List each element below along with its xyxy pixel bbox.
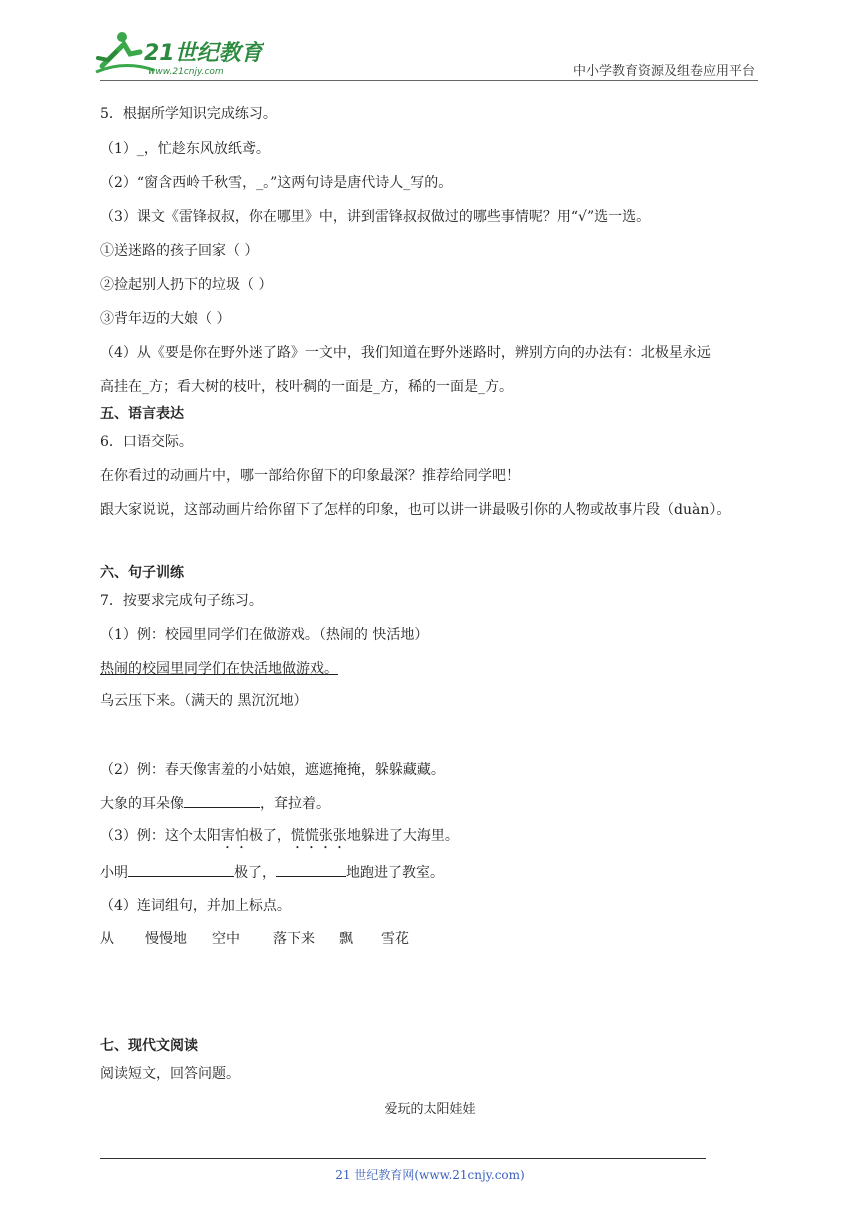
q7-s3-task-b: 极了， bbox=[234, 865, 276, 881]
q7-s3-task bbox=[100, 862, 444, 883]
footer-text[interactable]: 21 世纪教育网(www.21cnjy.com) bbox=[335, 1168, 525, 1182]
q6-line1: 在你看过的动画片中，哪一部给你留下的印象最深？推荐给同学吧！ bbox=[100, 468, 520, 484]
story-title: 爱玩的太阳娃娃 bbox=[384, 1102, 476, 1117]
q7-s1-task: 乌云压下来。（满天的 黑沉沉地） bbox=[100, 693, 308, 709]
q5-part4-line2: 高挂在_方；看大树的枝叶，枝叶稠的一面是_方，稀的一面是_方。 bbox=[100, 379, 513, 395]
svg-text:21世纪教育: 21世纪教育 bbox=[144, 41, 263, 66]
q6-title: 6．口语交际。 bbox=[100, 434, 193, 450]
q7-s1-answer: 热闹的校园里同学们在快活地做游戏。 bbox=[100, 661, 338, 677]
q7-title: 7．按要求完成句子练习。 bbox=[100, 593, 263, 609]
q7-s3-task-a: 小明 bbox=[100, 865, 128, 881]
reading-instruction: 阅读短文，回答问题。 bbox=[100, 1066, 240, 1082]
q7-s2-task-end: ，耷拉着。 bbox=[260, 796, 330, 812]
q7-s3-mid: 极了， bbox=[248, 828, 291, 844]
word-item: 从 bbox=[100, 931, 114, 947]
q5-part4-line1: （4）从《要是你在野外迷了路》一文中，我们知道在野外迷路时，辨别方向的办法有：北极星永远 bbox=[100, 345, 711, 361]
word-item: 空中 bbox=[212, 931, 240, 947]
q7-s3-prefix: （3）例：这个太阳 bbox=[100, 828, 221, 844]
header-divider bbox=[100, 80, 758, 81]
platform-name: 中小学教育资源及组卷应用平台 bbox=[572, 64, 755, 79]
q6-line2: 跟大家说说，这部动画片给你留下了怎样的印象，也可以讲一讲最吸引你的人物或故事片段（duàn）。 bbox=[100, 502, 731, 518]
answer-blank[interactable] bbox=[128, 862, 234, 877]
q7-s2-task bbox=[100, 793, 330, 814]
q7-s1-example: （1）例：校园里同学们在做游戏。（热闹的 快活地） bbox=[100, 627, 429, 643]
section-6-heading: 六、句子训练 bbox=[100, 565, 184, 581]
q7-s4-title: （4）连词组句，并加上标点。 bbox=[100, 898, 291, 914]
site-logo bbox=[94, 30, 264, 78]
svg-text:www.21cnjy.com: www.21cnjy.com bbox=[148, 67, 224, 77]
page-header bbox=[0, 0, 860, 90]
word-item: 飘 bbox=[339, 931, 353, 947]
q7-s3-emphasis2: 慌慌张张 bbox=[290, 828, 347, 844]
q7-s4-words bbox=[100, 929, 409, 949]
q7-s3-example bbox=[100, 826, 459, 852]
q7-s2-task-start: 大象的耳朵像 bbox=[100, 796, 184, 812]
q7-s3-emphasis1: 害怕 bbox=[220, 828, 249, 844]
word-item: 落下来 bbox=[273, 931, 315, 947]
q7-s3-task-c: 地跑进了教室。 bbox=[346, 865, 444, 881]
q7-s2-example: （2）例：春天像害羞的小姑娘，遮遮掩掩，躲躲藏藏。 bbox=[100, 762, 445, 778]
q7-s3-suffix: 地躲进了大海里。 bbox=[346, 828, 459, 844]
q5-part3: （3）课文《雷锋叔叔，你在哪里》中，讲到雷锋叔叔做过的哪些事情呢？用“√”选一选。 bbox=[100, 209, 651, 225]
answer-blank[interactable] bbox=[184, 793, 260, 808]
footer-divider bbox=[100, 1158, 706, 1159]
word-item: 慢慢地 bbox=[145, 931, 187, 947]
q5-part1: （1）_，忙趁东风放纸鸢。 bbox=[100, 141, 270, 157]
q5-option3: ③背年迈的大娘（ ） bbox=[100, 311, 231, 327]
answer-blank[interactable] bbox=[276, 862, 346, 877]
q5-title: 5．根据所学知识完成练习。 bbox=[100, 106, 277, 122]
word-item: 雪花 bbox=[381, 931, 409, 947]
q5-part2: （2）“窗含西岭千秋雪，_。”这两句诗是唐代诗人_写的。 bbox=[100, 175, 453, 191]
section-7-heading: 七、现代文阅读 bbox=[100, 1038, 198, 1054]
q5-option2: ②捡起别人扔下的垃圾（ ） bbox=[100, 277, 273, 293]
section-5-heading: 五、语言表达 bbox=[100, 406, 184, 422]
q5-option1: ①送迷路的孩子回家（ ） bbox=[100, 243, 259, 259]
